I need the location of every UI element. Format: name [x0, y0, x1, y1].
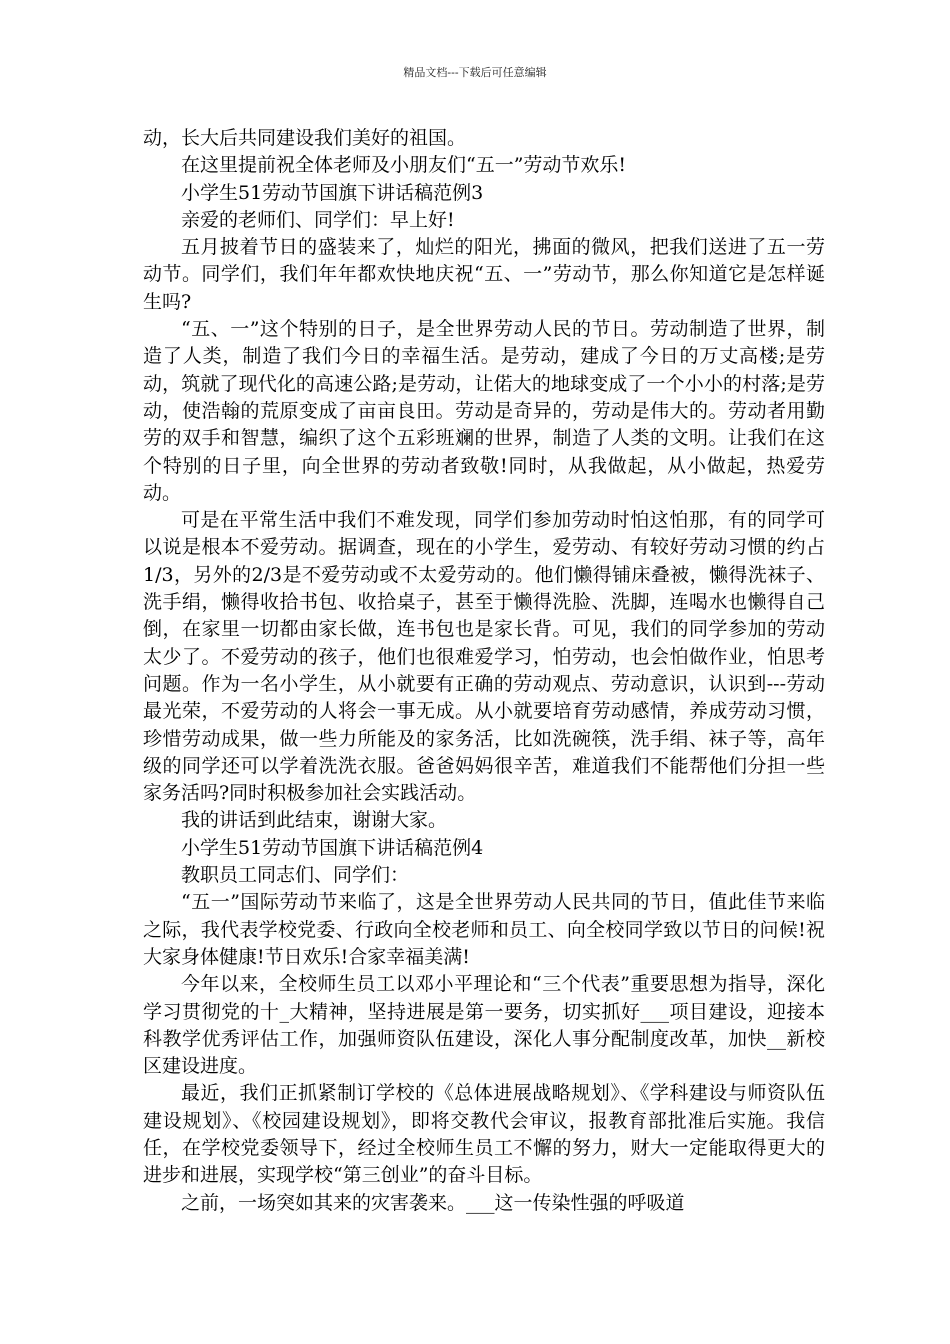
paragraph: 之前，一场突如其来的灾害袭来。___这一传染性强的呼吸道 — [181, 1191, 685, 1214]
paragraph: 动，长大后共同建设我们美好的祖国。 — [143, 127, 467, 149]
paragraph: “五一”国际劳动节来临了，这是全世界劳动人民共同的节日，值此佳节来临之际，我代表学校党委、行政向全校老师和员工、向全校同学致以节日的问候!祝大家身体健康!节日欢乐!合家幸福美满! — [143, 891, 825, 968]
paragraph: 在这里提前祝全体老师及小朋友们“五一”劳动节欢乐! — [181, 154, 627, 177]
section-title: 小学生51劳动节国旗下讲话稿范例4 — [181, 836, 484, 859]
paragraph: 最近，我们正抓紧制订学校的《总体进展战略规划》、《学科建设与师资队伍建设规划》、《校园建设规划》，即将交教代会审议，报教育部批准后实施。我信任，在学校党委领导下，经过全校师生员工不懈的努力，财大一定能取得更大的进步和进展，实现学校“第三创业”的奋斗目标。 — [143, 1082, 825, 1187]
paragraph: 我的讲话到此结束，谢谢大家。 — [181, 809, 448, 832]
greeting: 教职员工同志们、同学们： — [181, 864, 410, 887]
document-body — [143, 125, 825, 1217]
paragraph: “五、一”这个特别的日子，是全世界劳动人民的节日。劳动制造了世界，制造了人类，制造了我们今日的幸福生活。是劳动，建成了今日的万丈高楼;是劳动，筑就了现代化的高速公路;是劳动，让偌大的地球变成了一个小小的村落;是劳动，使浩翰的荒原变成了亩亩良田。劳动是奇异的，劳动是伟大的。劳动者用勤劳的双手和智慧，编织了这个五彩班斓的世界，制造了人类的文明。让我们在这个特别的日子里，向全世界的劳动者致敬!同时，从我做起，从小做起，热爱劳动。 — [143, 318, 825, 504]
section-title: 小学生51劳动节国旗下讲话稿范例3 — [181, 181, 484, 204]
paragraph: 五月披着节日的盛装来了，灿烂的阳光，拂面的微风，把我们送进了五一劳动节。同学们，我们年年都欢快地庆祝“五、一”劳动节，那么你知道它是怎样诞生吗? — [143, 236, 825, 313]
greeting: 亲爱的老师们、同学们：早上好! — [181, 208, 455, 231]
paragraph: 可是在平常生活中我们不难发现，同学们参加劳动时怕这怕那，有的同学可以说是根本不爱劳动。据调查，现在的小学生，爱劳动、有较好劳动习惯的约占1/3，另外的2/3是不爱劳动或不太爱劳动的。他们懒得铺床叠被，懒得洗袜子、洗手绢，懒得收拾书包、收拾桌子，甚至于懒得洗脸、洗脚，连喝水也懒得自己倒，在家里一切都由家长做，连书包也是家长背。可见，我们的同学参加的劳动太少了。不爱劳动的孩子，他们也很难爱学习，怕劳动，也会怕做作业，怕思考问题。作为一名小学生，从小就要有正确的劳动观点、劳动意识，认识到---劳动最光荣，不爱劳动的人将会一事无成。从小就要培育劳动感情，养成劳动习惯，珍惜劳动成果，做一些力所能及的家务活，比如洗碗筷，洗手绢、袜子等，高年级的同学还可以学着洗洗衣服。爸爸妈妈很辛苦，难道我们不能帮他们分担一些家务活吗?同时积极参加社会实践活动。 — [143, 509, 825, 805]
page-header: 精品文档---下载后可任意编辑 — [403, 66, 547, 79]
paragraph: 今年以来，全校师生员工以邓小平理论和“三个代表”重要思想为指导，深化学习贯彻党的十_大精神，坚持进展是第一要务，切实抓好___项目建设，迎接本科教学优秀评估工作，加强师资队伍建设，深化人事分配制度改革，加快__新校区建设进度。 — [143, 973, 825, 1078]
